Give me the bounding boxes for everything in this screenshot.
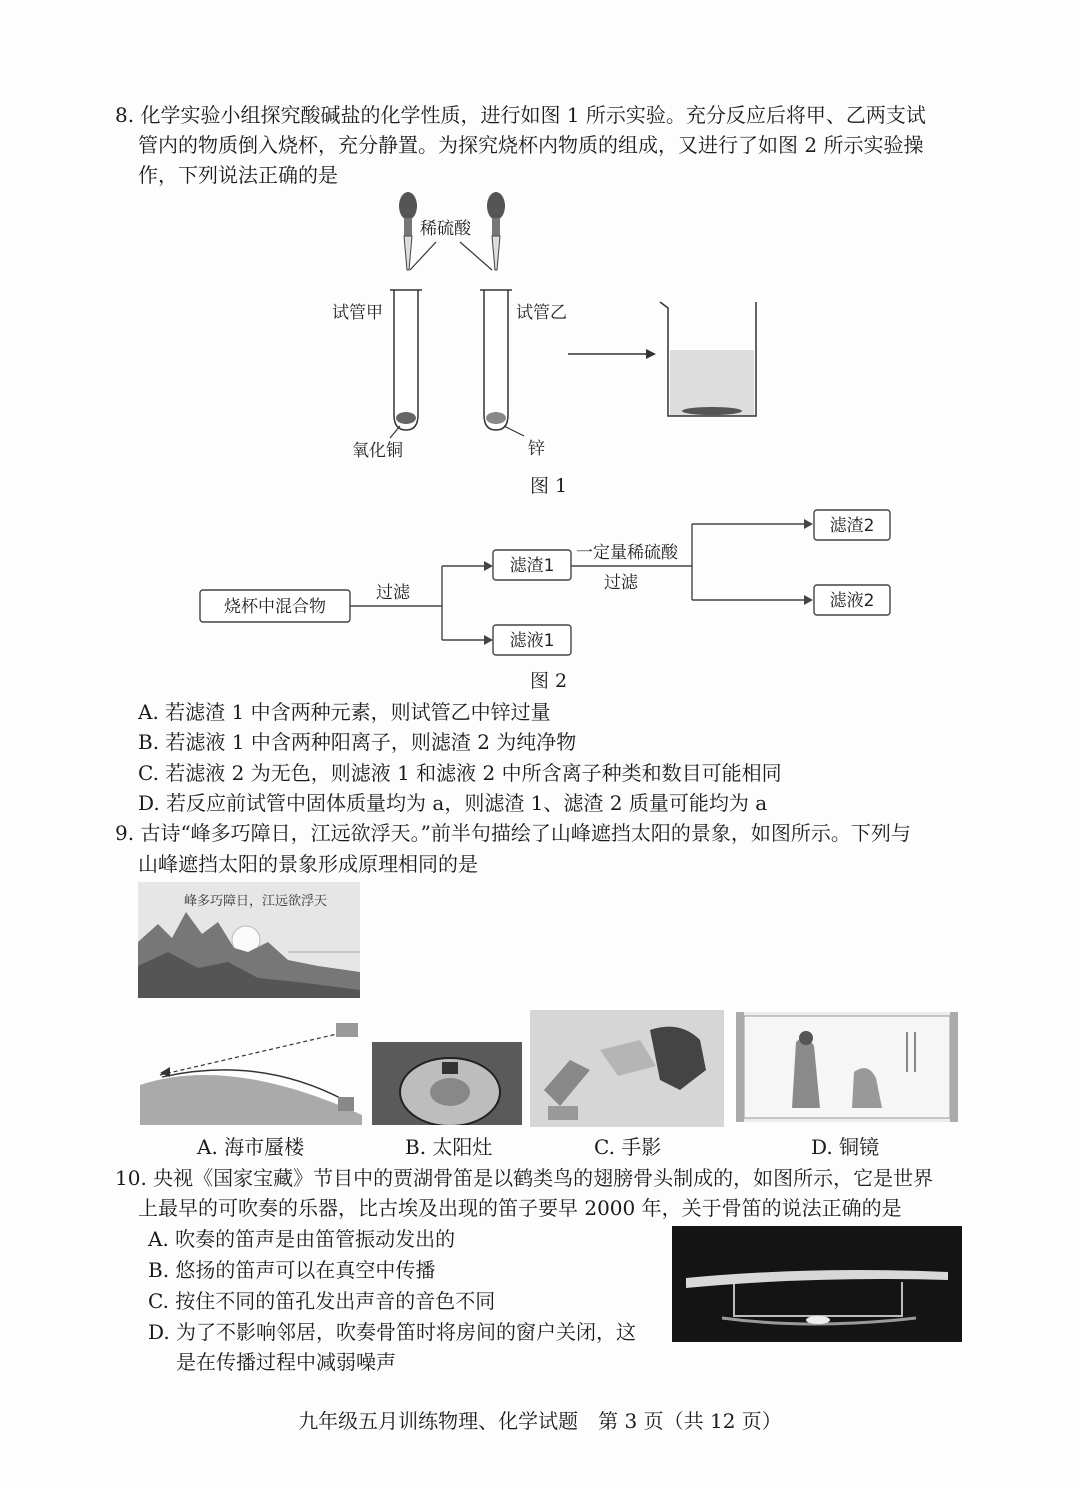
q9-stem-line1: 9. 古诗“峰多巧障日，江远欲浮天。”前半句描绘了山峰遮挡太阳的景象，如图所示。下列与: [115, 821, 911, 845]
box-mixture-label: 烧杯中混合物: [224, 597, 326, 617]
arrow-right-icon: [568, 349, 656, 359]
figure-2-caption: 图 2: [530, 670, 568, 692]
tube-a-label: 试管甲: [332, 303, 383, 323]
q9-option-b: B. 太阳灶: [405, 1135, 493, 1159]
q10-option-d: D. 为了不影响邻居，吹奏骨笛时将房间的窗户关闭，这: [148, 1320, 637, 1344]
q10-stem-line1: 10. 央视《国家宝藏》节目中的贾湖骨笛是以鹤类鸟的翅膀骨头制成的，如图所示，它是世界: [115, 1166, 934, 1190]
residue2-label: 滤渣2: [829, 516, 875, 536]
tube-b-label: 试管乙: [516, 303, 567, 323]
figure-1-diagram: [320, 190, 780, 470]
bronze-mirror-scroll-image: [736, 1012, 958, 1122]
q9-option-c: C. 手影: [594, 1135, 662, 1159]
residue1-label: 滤渣1: [509, 556, 555, 576]
q9-option-d: D. 铜镜: [811, 1135, 880, 1159]
step2-filter-label: 过滤: [604, 573, 638, 593]
bone-flute-photo: [672, 1226, 962, 1342]
q8-stem-line2: 管内的物质倒入烧杯，充分静置。为探究烧杯内物质的组成，又进行了如图 2 所示实验操: [138, 133, 924, 157]
q8-stem-line1: 8. 化学实验小组探究酸碱盐的化学性质，进行如图 1 所示实验。充分反应后将甲、乙两支试: [115, 103, 926, 127]
test-tube-b-icon: [480, 290, 512, 430]
q10-option-d-cont: 是在传播过程中减弱噪声: [176, 1350, 396, 1374]
page-footer: 九年级五月训练物理、化学试题 第 3 页（共 12 页）: [298, 1409, 782, 1433]
beaker-icon: [660, 302, 756, 416]
q9-option-a: A. 海市蜃楼: [197, 1135, 305, 1159]
q8-option-c: C. 若滤液 2 为无色，则滤液 1 和滤液 2 中所含离子种类和数目可能相同: [138, 761, 782, 785]
q8-stem-line3: 作，下列说法正确的是: [138, 163, 338, 187]
q10-option-b: B. 悠扬的笛声可以在真空中传播: [148, 1258, 436, 1282]
solid-a-label: 氧化铜: [352, 441, 403, 461]
q10-stem-line2: 上最早的可吹奏的乐器，比古埃及出现的笛子要早 2000 年，关于骨笛的说法正确的是: [138, 1196, 902, 1220]
q9-stem-line2: 山峰遮挡太阳的景象形成原理相同的是: [138, 852, 478, 876]
q10-option-c: C. 按住不同的笛孔发出声音的音色不同: [148, 1289, 496, 1313]
q8-option-a: A. 若滤渣 1 中含两种元素，则试管乙中锌过量: [138, 700, 551, 724]
step1-label: 过滤: [376, 583, 410, 603]
filtrate2-label: 滤液2: [829, 591, 875, 611]
painting-inscription: 峰多巧障日，江远欲浮天: [184, 894, 328, 909]
q8-option-b: B. 若滤液 1 中含两种阳离子，则滤渣 2 为纯净物: [138, 730, 577, 754]
step2-reagent-label: 一定量稀硫酸: [576, 543, 678, 563]
dropper-right-icon: [487, 192, 505, 270]
q8-option-d: D. 若反应前试管中固体质量均为 a，则滤渣 1、滤渣 2 质量可能均为 a: [138, 791, 768, 815]
dropper-left-icon: [399, 192, 417, 270]
solid-b-label: 锌: [528, 439, 545, 459]
hand-shadow-image: [530, 1010, 724, 1127]
figure-1-caption: 图 1: [530, 475, 568, 497]
q10-option-a: A. 吹奏的笛声是由笛管振动发出的: [148, 1227, 456, 1251]
reagent-label: 稀硫酸: [420, 219, 471, 239]
test-tube-a-icon: [390, 290, 422, 430]
mirage-diagram-image: [140, 1015, 362, 1125]
solar-cooker-image: [372, 1042, 522, 1125]
filtrate1-label: 滤液1: [509, 631, 555, 651]
mountain-painting-image: [138, 882, 360, 998]
figure-2-flowchart: [190, 500, 910, 670]
